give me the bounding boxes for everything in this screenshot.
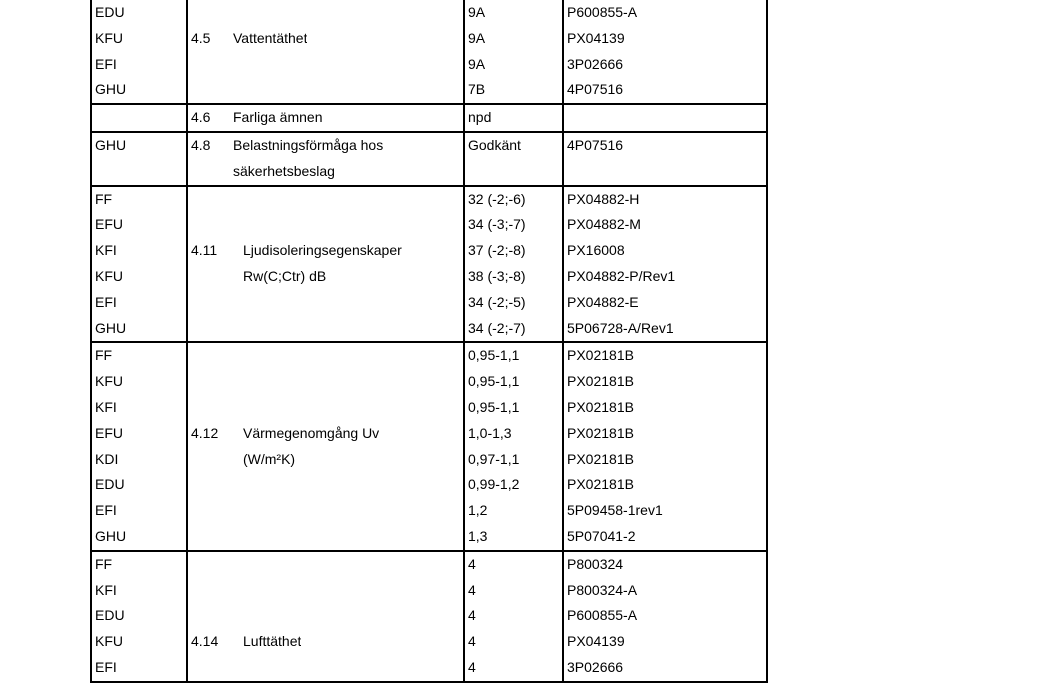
test-report-reference: 5P07041-2 bbox=[567, 527, 636, 544]
product-code: FF bbox=[95, 347, 113, 364]
property-name-line: Ljudisoleringsegenskaper bbox=[243, 242, 402, 259]
property-group-row bbox=[91, 132, 767, 186]
property-name bbox=[243, 238, 402, 290]
property-value: 4 bbox=[468, 555, 476, 572]
test-report-reference: PX04882-M bbox=[567, 216, 641, 233]
property-value: 0,99-1,2 bbox=[468, 476, 520, 493]
spacer-line bbox=[191, 552, 463, 578]
product-code: EFU bbox=[95, 424, 123, 441]
test-report-reference: 5P09458-1rev1 bbox=[567, 502, 663, 519]
product-code-cell bbox=[91, 186, 187, 343]
product-code-cell bbox=[91, 0, 187, 104]
property-label bbox=[191, 105, 463, 131]
test-report-reference: P800324 bbox=[567, 555, 624, 572]
property-group-row bbox=[91, 551, 767, 682]
property-label bbox=[191, 26, 463, 52]
property-value: 4 bbox=[468, 658, 476, 675]
product-code: EFI bbox=[95, 658, 117, 675]
property-value: 37 (-2;-8) bbox=[468, 242, 526, 259]
test-report-reference: 5P06728-A/Rev1 bbox=[567, 319, 674, 336]
test-report-reference bbox=[567, 159, 766, 185]
product-code: EDU bbox=[95, 4, 125, 20]
test-report-reference: PX04882-H bbox=[567, 190, 640, 207]
product-code bbox=[95, 105, 186, 131]
property-name bbox=[243, 629, 301, 655]
reference-cell bbox=[563, 104, 767, 132]
test-report-reference: P600855-A bbox=[567, 4, 638, 20]
property-number: 4.11 bbox=[191, 242, 218, 259]
property-value: 9A bbox=[468, 55, 486, 72]
property-number: 4.8 bbox=[191, 136, 211, 153]
product-code: KFU bbox=[95, 633, 123, 650]
property-value: Godkänt bbox=[468, 136, 521, 153]
property-cell bbox=[187, 342, 464, 550]
property-name bbox=[243, 421, 379, 473]
test-report-reference: PX02181B bbox=[567, 450, 634, 467]
property-value: 0,95-1,1 bbox=[468, 347, 520, 364]
property-name bbox=[233, 133, 383, 185]
test-report-reference: PX02181B bbox=[567, 476, 634, 493]
property-value: 9A bbox=[468, 29, 486, 46]
property-group-row bbox=[91, 0, 767, 104]
test-report-reference: 3P02666 bbox=[567, 658, 624, 675]
product-code: EDU bbox=[95, 607, 125, 624]
property-value: 34 (-2;-5) bbox=[468, 293, 526, 310]
product-code: FF bbox=[95, 190, 113, 207]
spacer-line bbox=[191, 603, 463, 629]
property-name-line: Rw(C;Ctr) dB bbox=[243, 267, 327, 284]
property-group-row bbox=[91, 186, 767, 343]
property-group-row bbox=[91, 342, 767, 550]
test-report-reference: 3P02666 bbox=[567, 55, 624, 72]
product-code: EFI bbox=[95, 502, 117, 519]
spacer-line bbox=[191, 395, 463, 421]
spacer-line bbox=[191, 0, 463, 26]
property-value: 4 bbox=[468, 607, 476, 624]
value-cell bbox=[464, 186, 563, 343]
spacer-line bbox=[191, 343, 463, 369]
property-value: 9A bbox=[468, 4, 486, 20]
properties-table-sheet bbox=[90, 0, 766, 683]
property-value: 0,95-1,1 bbox=[468, 373, 520, 390]
property-number: 4.14 bbox=[191, 633, 219, 650]
property-value: 34 (-2;-7) bbox=[468, 319, 526, 336]
reference-cell bbox=[563, 551, 767, 682]
property-name-line: Vattentäthet bbox=[233, 29, 308, 46]
test-report-reference: PX02181B bbox=[567, 373, 634, 390]
value-cell bbox=[464, 132, 563, 186]
product-code: KFU bbox=[95, 267, 123, 284]
spacer-line bbox=[191, 212, 463, 238]
product-code-cell bbox=[91, 551, 187, 682]
property-value: 4 bbox=[468, 581, 476, 598]
spacer-line bbox=[191, 369, 463, 395]
product-code: EDU bbox=[95, 476, 125, 493]
product-code: KFU bbox=[95, 29, 123, 46]
property-number: 4.12 bbox=[191, 424, 219, 441]
property-value: 7B bbox=[468, 81, 486, 98]
product-code-cell bbox=[91, 132, 187, 186]
property-cell bbox=[187, 104, 464, 132]
property-value: 1,3 bbox=[468, 527, 488, 544]
test-report-reference: PX04139 bbox=[567, 633, 625, 650]
property-name-line: Värmegenomgång Uv bbox=[243, 424, 380, 441]
product-code: EFI bbox=[95, 293, 117, 310]
property-value: 0,97-1,1 bbox=[468, 450, 520, 467]
value-cell bbox=[464, 551, 563, 682]
product-code: EFU bbox=[95, 216, 123, 233]
spacer-line bbox=[191, 187, 463, 213]
properties-table-body bbox=[91, 0, 767, 682]
property-label bbox=[191, 629, 463, 655]
reference-cell bbox=[563, 186, 767, 343]
test-report-reference: PX02181B bbox=[567, 398, 634, 415]
property-group-row bbox=[91, 104, 767, 132]
product-code: KDI bbox=[95, 450, 119, 467]
test-report-reference: 4P07516 bbox=[567, 81, 624, 98]
reference-cell bbox=[563, 132, 767, 186]
property-number: 4.5 bbox=[191, 29, 211, 46]
test-report-reference: PX16008 bbox=[567, 242, 625, 259]
property-value: 1,2 bbox=[468, 502, 488, 519]
test-report-reference: 4P07516 bbox=[567, 136, 624, 153]
test-report-reference: PX04139 bbox=[567, 29, 625, 46]
product-code-cell bbox=[91, 104, 187, 132]
property-value: 38 (-3;-8) bbox=[468, 267, 526, 284]
product-code: KFU bbox=[95, 373, 123, 390]
property-value: npd bbox=[468, 109, 492, 126]
product-code: GHU bbox=[95, 81, 127, 98]
property-name-line: (W/m²K) bbox=[243, 450, 296, 467]
property-name-line: säkerhetsbeslag bbox=[233, 162, 335, 179]
test-report-reference: PX02181B bbox=[567, 347, 634, 364]
property-name-line: Belastningsförmåga hos bbox=[233, 136, 384, 153]
product-code: EFI bbox=[95, 55, 117, 72]
test-report-reference: P600855-A bbox=[567, 607, 638, 624]
property-name-line: Lufttäthet bbox=[243, 633, 302, 650]
property-name-line: Farliga ämnen bbox=[233, 109, 323, 126]
reference-cell bbox=[563, 342, 767, 550]
product-code: KFI bbox=[95, 242, 117, 259]
property-label bbox=[191, 421, 463, 473]
product-code bbox=[95, 159, 186, 185]
reference-cell bbox=[563, 0, 767, 104]
property-cell bbox=[187, 186, 464, 343]
property-name bbox=[233, 26, 307, 52]
spacer-line bbox=[191, 578, 463, 604]
property-label bbox=[191, 133, 463, 185]
product-code: GHU bbox=[95, 136, 127, 153]
test-report-reference bbox=[567, 105, 766, 131]
property-value: 0,95-1,1 bbox=[468, 398, 520, 415]
product-code: KFI bbox=[95, 398, 117, 415]
property-value: 32 (-2;-6) bbox=[468, 190, 526, 207]
product-code: KFI bbox=[95, 581, 117, 598]
product-code: GHU bbox=[95, 527, 127, 544]
test-report-reference: PX02181B bbox=[567, 424, 634, 441]
product-code-cell bbox=[91, 342, 187, 550]
value-cell bbox=[464, 104, 563, 132]
property-cell bbox=[187, 551, 464, 682]
product-code: GHU bbox=[95, 319, 127, 336]
property-value: 1,0-1,3 bbox=[468, 424, 512, 441]
properties-table bbox=[90, 0, 768, 683]
property-name bbox=[233, 105, 323, 131]
test-report-reference: PX04882-E bbox=[567, 293, 639, 310]
property-cell bbox=[187, 0, 464, 104]
value-cell bbox=[464, 0, 563, 104]
property-number: 4.6 bbox=[191, 109, 211, 126]
property-cell bbox=[187, 132, 464, 186]
product-code: FF bbox=[95, 555, 113, 572]
property-value: 4 bbox=[468, 633, 476, 650]
value-cell bbox=[464, 342, 563, 550]
property-label bbox=[191, 238, 463, 290]
property-value bbox=[468, 159, 562, 185]
property-value: 34 (-3;-7) bbox=[468, 216, 526, 233]
test-report-reference: PX04882-P/Rev1 bbox=[567, 267, 676, 284]
test-report-reference: P800324-A bbox=[567, 581, 638, 598]
